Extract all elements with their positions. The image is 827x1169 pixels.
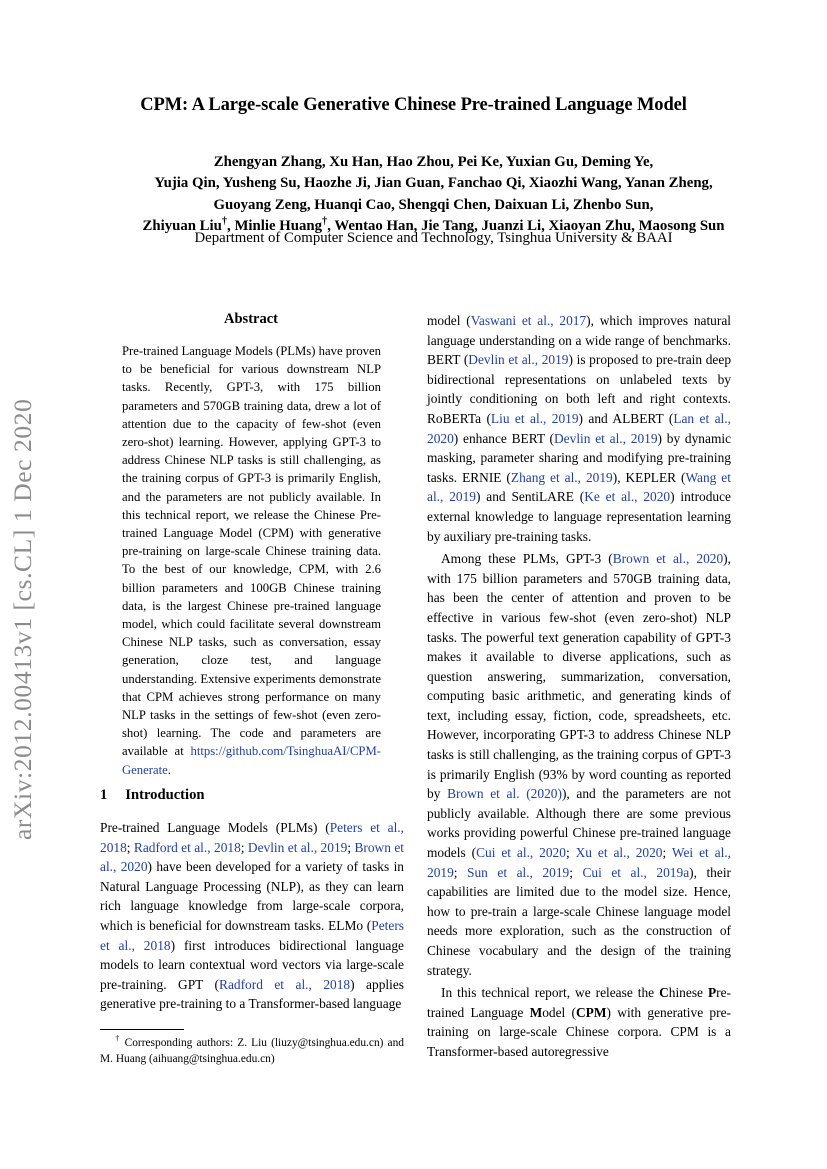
text-run: ) and SentiLARE ( (475, 489, 585, 505)
text-run: ; (240, 839, 248, 855)
citation-link[interactable]: Vaswani et al., 2017 (470, 313, 587, 328)
footnote-text: Corresponding authors: Z. Liu (liuzy@tsinghua.edu.cn) and M. Huang (aihuang@tsinghua.edu.cn) (100, 1037, 404, 1065)
text-run: ) introduce external knowledge to language representation learning by auxiliary pre-training tasks. (427, 489, 731, 544)
text-run: Among these PLMs, GPT-3 ( (441, 551, 613, 567)
citation-link[interactable]: Brown et al., 2020 (100, 839, 404, 875)
author-line-2: Yujia Qin, Yusheng Su, Haozhe Ji, Jian Guan, Fanchao Qi, Xiaozhi Wang, Yanan Zheng, (154, 175, 713, 192)
bold-initial: M (529, 1004, 543, 1020)
footnote (100, 1036, 404, 1068)
text-run: ) and ALBERT ( (578, 410, 674, 426)
citation-link[interactable]: Cui et al., 2020 (476, 845, 566, 861)
citation-link[interactable]: Devlin et al., 2019 (247, 839, 348, 855)
citation-link[interactable]: Liu et al., 2019 (490, 410, 579, 426)
text-run: ; (565, 845, 576, 861)
citation-link[interactable]: Radford et al., 2018 (219, 976, 351, 992)
footnote-rule (100, 1029, 184, 1030)
bold-initial: P (707, 985, 717, 1001)
text-run: ) have been developed for a variety of tasks in Natural Language Processing (NLP), as they can learn rich language knowledge from large-scale corpora, which is beneficial for downstream tasks. ELMo ( (100, 859, 404, 933)
text-run: ) first introduces bidirectional language models to learn contextual word vectors via large-scale pre-training. GPT ( (100, 937, 404, 992)
author-line-1: Zhengyan Zhang, Xu Han, Hao Zhou, Pei Ke, Yuxian Gu, Deming Ye, (213, 154, 654, 170)
bold-initial: C (659, 985, 669, 1001)
dagger-mark: † (221, 216, 228, 228)
text-run: ), and the parameters are not publicly available. Although there are some previous works providing powerful Chinese pre-trained language models ( (427, 786, 731, 861)
text-run: ), KEPLER ( (612, 469, 686, 485)
text-run: In this technical report, we release the (441, 985, 660, 1001)
text-run: ; (347, 839, 355, 855)
text-run: ) is proposed to pre-train deep bidirectional representations on unlabeled texts by jointly conditioning on both left and right contexts. RoBERTa ( (427, 352, 732, 426)
citation-link[interactable]: Devlin et al., 2019 (554, 430, 658, 446)
paragraph (427, 311, 731, 546)
arxiv-identifier: arXiv:2012.00413v1 [cs.CL] 1 Dec 2020 (8, 398, 37, 840)
section-number: 1 (100, 787, 108, 803)
citation-link[interactable]: Wei et al., 2019 (427, 845, 732, 880)
footnote-mark: † (114, 1034, 121, 1044)
abstract-heading: Abstract (224, 311, 278, 327)
affiliation: Department of Computer Science and Technology, Tsinghua University & BAAI (194, 230, 673, 246)
abstract-body-text: Pre-trained Language Models (PLMs) have proven to be beneficial for various downstream NLP tasks. Recently, GPT-3, with 175 billion parameters and 570GB training data, drew a lot of attention due to the capacity of few-shot (even zero-shot) learning. However, applying GPT-3 to address Chinese NLP tasks is still challenging, as the training corpus of GPT-3 is primarily English, and the parameters are not publicly available. In this technical report, we release the Chinese Pre-trained Language Model (CPM) with generative pre-training on large-scale Chinese training data. To the best of our knowledge, CPM, with 2.6 billion parameters and 100GB Chinese training data, is the largest Chinese pre-trained language model, which could facilitate several downstream Chinese NLP tasks, such as conversation, essay generation, cloze test, and language understanding. Extensive experiments demonstrate that CPM achieves strong performance on many NLP tasks in the settings of few-shot (even zero-shot) learning. The code and parameters are available at (122, 344, 381, 759)
text-run: ) by dynamic masking, parameter sharing and modifying pre-training tasks. ERNIE ( (427, 430, 732, 485)
text-run: ) with generative pre-training on large-scale Chinese corpora. CPM is a Transformer-based autoregressive (427, 1004, 731, 1059)
citation-link[interactable]: Lan et al., 2020 (427, 410, 731, 446)
citation-link[interactable]: Zhang et al., 2019 (510, 469, 613, 485)
text-run: re-trained Language (427, 985, 732, 1020)
citation-link[interactable]: Wang et al., 2019 (427, 469, 731, 505)
text-run: ), with 175 billion parameters and 570GB training data, has been the center of attention and proven to be effective in various few-shot (even zero-shot) NLP tasks. The powerful text generation capability of GPT-3 makes it available to diverse applications, such as question answering, summarization, conversation, computing basic arithmetic, and generating kinds of text, including essay, fiction, code, spreadsheets, etc. However, incorporating GPT-3 to address Chinese NLP tasks is still challenging, as the training corpus of GPT-3 is primarily English (93% by word counting as reported by (427, 551, 731, 802)
author-line-3: Guoyang Zeng, Huanqi Cao, Shengqi Chen, Daixuan Li, Zhenbo Sun, (213, 196, 654, 213)
text-run: ; (662, 845, 672, 861)
paragraph (427, 549, 731, 980)
paragraph (427, 983, 731, 1061)
citation-link[interactable]: Xu et al., 2020 (575, 845, 663, 861)
author-list (60, 152, 807, 238)
author-zhiyuan-liu: Zhiyuan Liu (142, 218, 222, 235)
abstract-text (122, 342, 381, 779)
dagger-mark: † (322, 216, 328, 228)
paragraph (100, 818, 404, 1014)
citation-link[interactable]: Brown et al., 2020 (612, 551, 724, 567)
text-run: odel ( (542, 1004, 577, 1020)
text-run: ), their capabilities are limited due to the model size. Hence, how to pre-train a large-scale Chinese language model needs more exploration, such as the construction of Chinese vocabulary and the design of the training strategy. (427, 864, 732, 978)
right-column (427, 311, 731, 1062)
text-run: model ( (427, 313, 471, 328)
author-minlie-huang: , Minlie Huang (227, 218, 323, 235)
citation-link[interactable]: Peters et al., 2018 (100, 917, 404, 953)
citation-link[interactable]: Devlin et al., 2019 (468, 352, 569, 368)
author-line-4-rest: , Wentao Han, Jie Tang, Juanzi Li, Xiaoyan Zhu, Maosong Sun (327, 218, 725, 235)
citation-link[interactable]: Cui et al., 2019a (582, 864, 690, 880)
text-run: ; (453, 864, 468, 880)
text-run: Pre-trained Language Models (PLMs) ( (100, 820, 330, 835)
citation-link[interactable]: Ke et al., 2020 (584, 489, 671, 505)
paper-title: CPM: A Large-scale Generative Chinese Pre-trained Language Model (140, 95, 687, 115)
abstract-end: . (167, 762, 171, 777)
model-name: CPM (576, 1004, 607, 1020)
section-title: Introduction (125, 787, 205, 803)
citation-link[interactable]: Radford et al., 2018 (133, 839, 241, 855)
text-run: ) applies generative pre-training to a Transformer-based language (100, 976, 404, 1012)
text-run: hinese (668, 985, 708, 1001)
text-run: ; (569, 864, 583, 880)
citation-link[interactable]: Sun et al., 2019 (467, 864, 570, 880)
section-heading-introduction (100, 787, 205, 804)
introduction-column (100, 818, 404, 1014)
text-run: ), which improves natural language understanding on a wide range of benchmarks. BERT ( (427, 313, 732, 368)
text-run: ; (126, 839, 134, 855)
citation-link[interactable]: Brown et al. (2020) (447, 786, 562, 802)
text-run: ) enhance BERT ( (453, 430, 555, 446)
code-repository-link[interactable]: https://github.com/TsinghuaAI/CPM-Generate (122, 744, 381, 777)
citation-link[interactable]: Peters et al., 2018 (100, 820, 404, 855)
